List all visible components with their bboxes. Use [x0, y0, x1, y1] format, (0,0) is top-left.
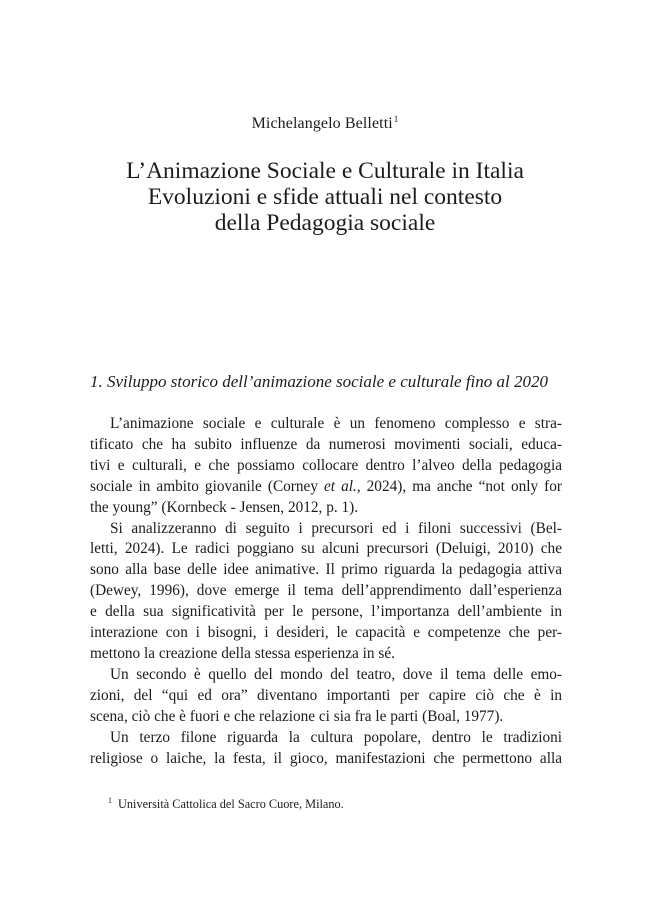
- paper-title: [0, 158, 650, 236]
- body-line: (Dewey, 1996), dove emerge il tema dell’apprendimento dall’esperienza: [90, 582, 562, 600]
- footnote-number: 1: [108, 796, 112, 805]
- body-line: interazione con i bisogni, i desideri, le capacità e competenze che per-: [90, 624, 562, 642]
- body-line: mettono la creazione della stessa esperienza in sé.: [90, 644, 395, 662]
- body-line: Un secondo è quello del mondo del teatro, dove il tema delle emo-: [110, 665, 562, 683]
- body-line: tificato che ha subito influenze da numerosi movimenti sociali, educa-: [90, 435, 562, 453]
- author-name-text: Michelangelo Belletti: [251, 115, 393, 132]
- body-line: L’animazione sociale e culturale è un fenomeno complesso e stra-: [110, 415, 562, 432]
- title-line-2: Evoluzioni e sfide attuali nel contesto: [147, 184, 503, 210]
- title-line-3: della Pedagogia sociale: [214, 210, 436, 236]
- body-line: sono alla base delle idee animative. Il primo riguarda la pedagogia attiva: [90, 561, 562, 579]
- body-line-with-citation: [90, 477, 562, 498]
- citation-et-al: et al.: [324, 477, 357, 495]
- title-line-1: L’Animazione Sociale e Culturale in Italia: [126, 158, 524, 184]
- footnote: [108, 796, 344, 812]
- body-line: the young” (Kornbeck - Jensen, 2012, p. 1).: [90, 498, 359, 516]
- author-name: [0, 114, 650, 133]
- body-line: religiose o laiche, la festa, il gioco, manifestazioni che permettono alla: [90, 749, 562, 767]
- body-line: tivi e culturali, e che possiamo collocare dentro l’alveo della pedagogia: [90, 456, 562, 474]
- body-line: Si analizzeranno di seguito i precursori ed i filoni successivi (Bel-: [110, 519, 562, 537]
- body-line: e della sua significatività per le persone, l’importanza dell’ambiente in: [90, 603, 562, 621]
- body-text: [90, 414, 562, 769]
- body-line-part: sociale in ambito giovanile (Corney: [90, 477, 325, 495]
- body-line: scena, ciò che è fuori e che relazione ci sia fra le parti (Boal, 1977).: [90, 707, 504, 725]
- author-footnote-marker: 1: [393, 114, 399, 124]
- body-line: letti, 2024). Le radici poggiano su alcuni precursori (Deluigi, 2010) che: [90, 540, 562, 558]
- section-heading: 1. Sviluppo storico dell’animazione sociale e culturale fino al 2020: [90, 372, 548, 391]
- footnote-text: Università Cattolica del Sacro Cuore, Milano.: [118, 797, 344, 811]
- body-line: zioni, del “qui ed ora” diventano importanti per capire ciò che è in: [90, 686, 562, 704]
- body-line-part: , 2024), ma anche “not only for: [356, 477, 562, 495]
- body-line: Un terzo filone riguarda la cultura popolare, dentro le tradizioni: [110, 728, 562, 746]
